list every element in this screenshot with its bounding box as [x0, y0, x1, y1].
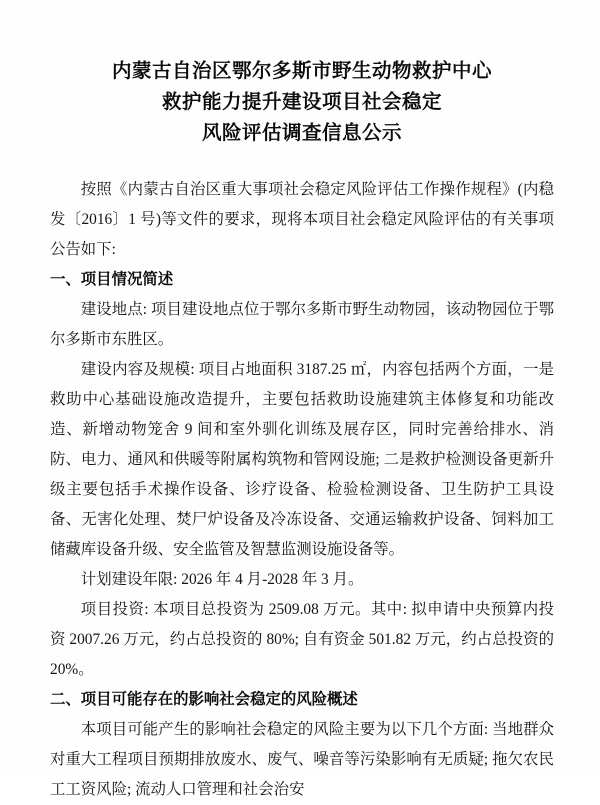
section-heading-2: 二、项目可能存在的影响社会稳定的风险概述 — [50, 691, 358, 708]
intro-paragraph: 按照《内蒙古自治区重大事项社会稳定风险评估工作操作规程》(内稳发〔2016〕1 号)等文件的要求，现将本项目社会稳定风险评估的有关事项公告如下: — [50, 181, 554, 258]
section-1-paragraph-2: 建设内容及规模: 项目占地面积 3187.25 ㎡，内容包括两个方面，一是救助中心基础设施改造提升，主要包括救助设施建筑主体修复和功能改造、新增动物笼舍 9 间和室外驯化训练及展存区，同时完善给排水、消防、电力、通风和供暖等附属构筑物和管网设施; 二是救护检测设备更新升级主要包括手术操作设备、诊疗设备、检验检测设备、卫生防护工具设备、无害化处理、焚尸炉设备及冷冻设备、交通运输救护设备、饲料加工储藏库设备升级、安全监管及智慧监测设施设备等。 — [50, 361, 554, 558]
document-title — [50, 56, 554, 149]
section-heading-1: 一、项目情况简述 — [50, 271, 174, 288]
section-2-paragraph-1: 本项目可能产生的影响社会稳定的风险主要为以下几个方面: 当地群众对重大工程项目预期排放废水、废气、噪音等污染影响有无质疑; 拖欠农民工工资风险; 流动人口管理和社会治安 — [50, 721, 554, 798]
title-line-2: 救护能力提升建设项目社会稳定 — [161, 92, 442, 113]
document-body — [50, 175, 554, 805]
section-1-paragraph-3: 计划建设年限: 2026 年 4 月-2028 年 3 月。 — [80, 571, 364, 588]
title-line-3: 风险评估调查信息公示 — [201, 123, 402, 144]
section-1-paragraph-1: 建设地点: 项目建设地点位于鄂尔多斯市野生动物园，该动物园位于鄂尔多斯市东胜区。 — [50, 301, 554, 348]
section-1-paragraph-4: 项目投资: 本项目总投资为 2509.08 万元。其中: 拟申请中央预算内投资 2007.26 万元，约占总投资的 80%; 自有资金 501.82 万元，约占总投资的 20%。 — [50, 601, 554, 678]
title-line-1: 内蒙古自治区鄂尔多斯市野生动物救护中心 — [111, 61, 492, 82]
